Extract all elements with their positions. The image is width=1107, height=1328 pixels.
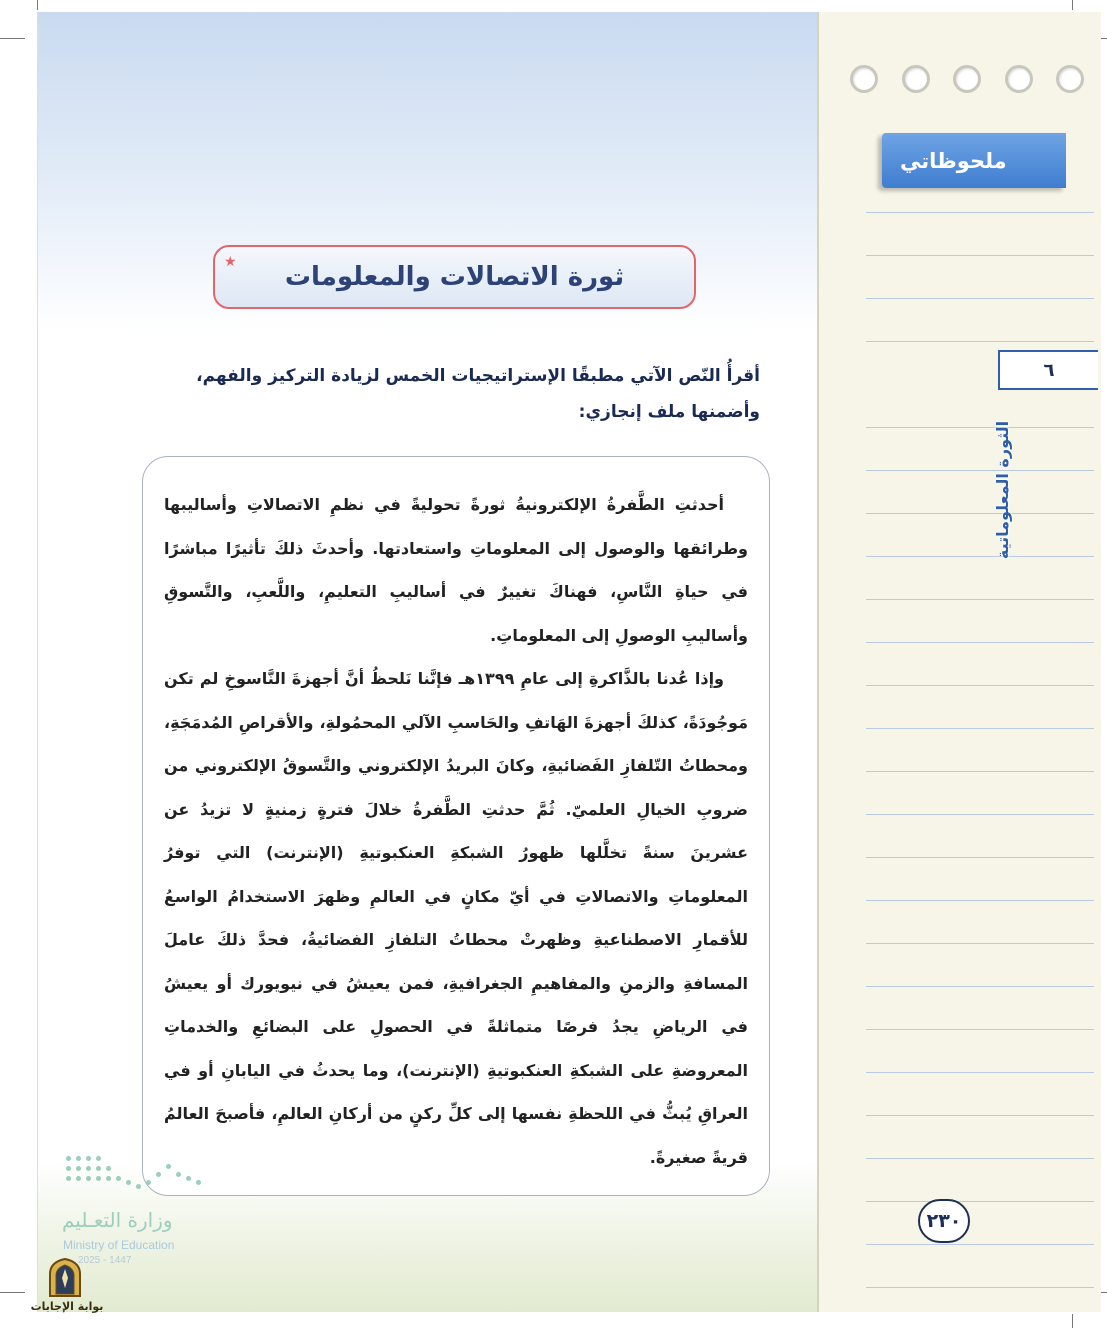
chapter-number: ٦ (1043, 359, 1055, 381)
notes-line (866, 427, 1094, 428)
notes-line (866, 771, 1094, 772)
notes-tab (882, 133, 1066, 188)
page-number: ٢٣٠ (918, 1199, 970, 1243)
notes-line (866, 943, 1094, 944)
portal-label: بوابة الإجابات (30, 1300, 104, 1313)
portal-logo-icon (44, 1256, 86, 1298)
notes-line (866, 986, 1094, 987)
passage-paragraph: أحدثتِ الطَّفرةُ الإلكترونيةُ ثورةً تحوليةً في نظمِ الاتصالاتِ وأساليبها وطرائقها والوصول إلى المعلوماتِ واستعادتها. وأحدثَ ذلكَ تأثيرًا مباشرًا في حياةِ النَّاسِ، فهناكَ تغييرٌ في أساليبِ التعليمِ، واللَّعبِ، والتَّسوقِ وأساليبِ الوصولِ إلى المعلوماتِ. (164, 495, 748, 645)
ministry-logo-dots (62, 1150, 202, 1200)
binder-holes (850, 65, 1090, 95)
notes-line (866, 298, 1094, 299)
notes-line (866, 642, 1094, 643)
notes-line (866, 1244, 1094, 1245)
notes-line (866, 599, 1094, 600)
ministry-name-arabic: وزارة التعـليم (62, 1208, 173, 1232)
crop-mark (0, 38, 25, 39)
notes-tab-label: ملحوظاتي (900, 148, 1007, 173)
notes-line (866, 1072, 1094, 1073)
star-icon: ★ (224, 254, 237, 270)
binder-hole (1005, 65, 1033, 93)
chapter-title: الثورة المعلوماتية (993, 420, 1012, 560)
notes-line (866, 1287, 1094, 1288)
notes-line (866, 900, 1094, 901)
passage-paragraph: وإذا عُدنا بالذَّاكرةِ إلى عامِ ١٣٩٩هـ فإنَّنا نَلحظُ أنَّ أجهزةَ النَّاسوخِ لم تكن مَوجُودَةً، كذلكَ أجهزةَ الهَاتفِ والحَاسبِ الآلي المحمُولةِ، والأقراصِ المُدمَجَةِ، ومحطاتُ التّلفازِ الفَضائيةِ، وكانَ البريدُ الإلكتروني والتَّسوقُ الإلكتروني من ضروبِ الخيالِ العلميّ. ثُمَّ حدثتِ الطَّفرةُ خلالَ فترةٍ زمنيةٍ لا تزيدُ عن عشرينَ سنةً تخلَّلها ظهورُ الشبكةِ العنكبوتيةِ (الإنترنت) التي توفرُ المعلوماتِ والاتصالاتِ في أيّ مكانٍ في العالمِ وظهرَ الاستخدامُ الواسعُ للأقمارِ الاصطناعيةِ وظهرتْ محطاتُ التلفازِ الفضائيةُ، فحدَّ ذلكَ عاملَ المسافةِ والزمنِ والمفاهيمِ الجغرافيةِ، فمن يعيشُ في نيويورك أو يعيشُ في الرياضِ يجدُ فرصًا متماثلةً في الحصولِ على البضائعِ والخدماتِ المعروضةِ على الشبكةِ العنكبوتيةِ (الإنترنت)، وما يحدثُ في اليابانِ أو في العراقِ يُبثُّ في اللحظةِ نفسها إلى كلِّ ركنٍ من أركانِ العالمِ، فأصبحَ العالمُ قريةً صغيرةً. (164, 669, 748, 1167)
binder-hole (1056, 65, 1084, 93)
notes-line (866, 728, 1094, 729)
notes-line (866, 857, 1094, 858)
notes-line (866, 212, 1094, 213)
chapter-number-box (998, 350, 1098, 390)
notes-line (866, 513, 1094, 514)
lesson-instruction: أقرأُ النّص الآتي مطبقًا الإستراتيجيات الخمس لزيادة التركيز والفهم، وأضمنها ملف إنجازي: (196, 366, 760, 422)
notes-line (866, 1029, 1094, 1030)
ministry-years: 2025 - 1447 (78, 1255, 132, 1266)
ministry-name-english: Ministry of Education (63, 1238, 175, 1252)
notes-line (866, 685, 1094, 686)
notes-line (866, 255, 1094, 256)
notes-line (866, 556, 1094, 557)
notes-line (866, 341, 1094, 342)
reading-passage (164, 483, 748, 1179)
lesson-title: ثورة الاتصالات والمعلومات (284, 262, 625, 292)
notes-line (866, 1201, 1094, 1202)
crop-mark (1072, 1314, 1073, 1328)
notes-line (866, 1158, 1094, 1159)
binder-hole (902, 65, 930, 93)
notes-line (866, 1115, 1094, 1116)
notes-page (817, 12, 1101, 1312)
notes-line (866, 470, 1094, 471)
binder-hole (953, 65, 981, 93)
crop-mark (0, 1292, 25, 1293)
lesson-title-box (213, 245, 696, 309)
notes-line (866, 814, 1094, 815)
crop-mark (37, 0, 38, 10)
binder-hole (850, 65, 878, 93)
crop-mark (1072, 0, 1073, 10)
